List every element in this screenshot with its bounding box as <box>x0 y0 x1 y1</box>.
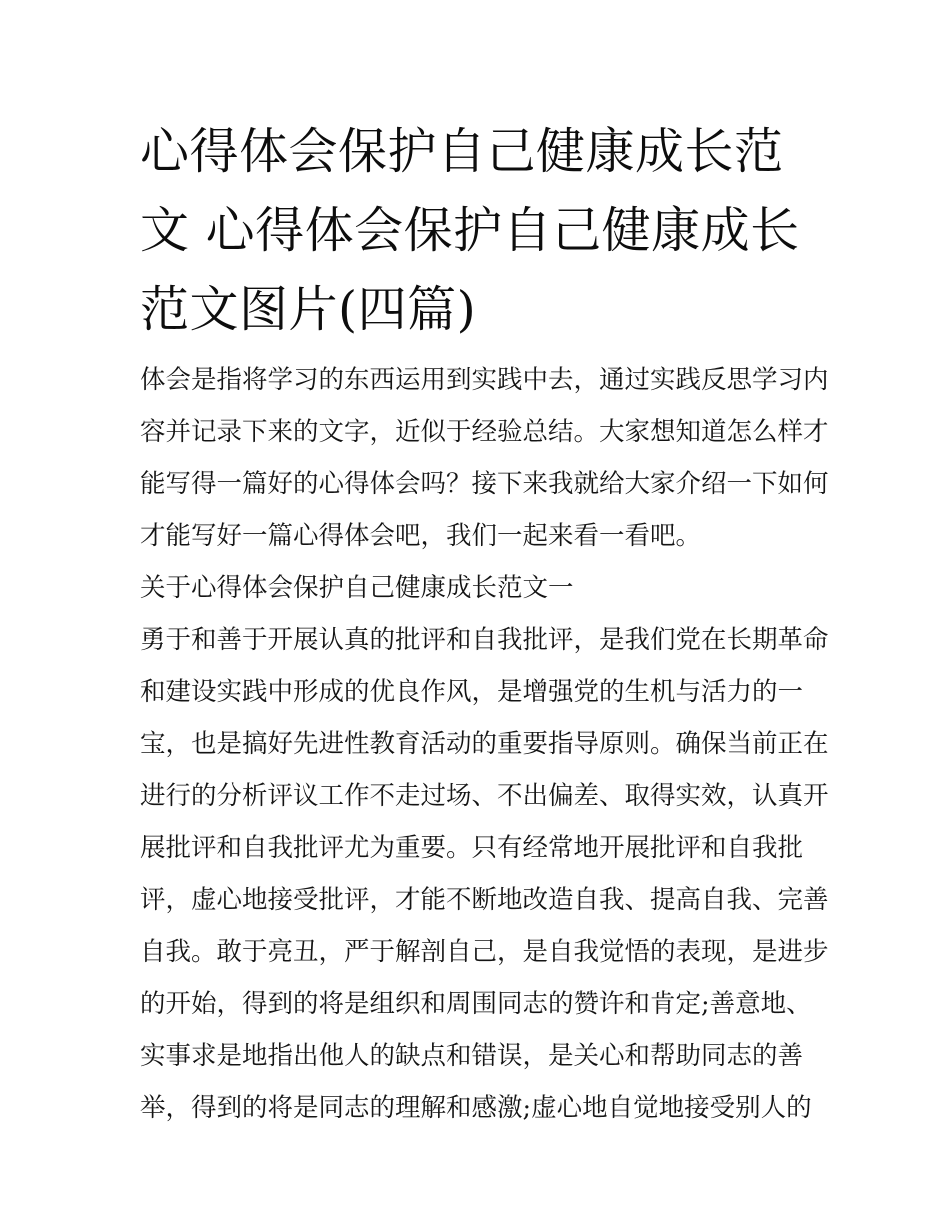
intro-line: 体会是指将学习的东西运用到实践中去，通过实践反思学习内 <box>140 365 829 395</box>
body-line: 实事求是地指出他人的缺点和错误，是关心和帮助同志的善 <box>140 1041 804 1071</box>
title-line: 文 心得体会保护自己健康成长 <box>140 202 800 259</box>
body-line: 评，虚心地接受批评，才能不断地改造自我、提高自我、完善 <box>140 885 829 915</box>
document-title <box>140 112 820 349</box>
document-body <box>140 354 830 1134</box>
body-line: 宝，也是搞好先进性教育活动的重要指导原则。确保当前正在 <box>140 729 829 759</box>
body-line: 自我。敢于亮丑，严于解剖自己，是自我觉悟的表现，是进步 <box>140 937 829 967</box>
intro-line: 能写得一篇好的心得体会吗？接下来我就给大家介绍一下如何 <box>140 469 829 499</box>
title-line: 范文图片(四篇) <box>140 281 477 338</box>
body-line: 展批评和自我批评尤为重要。只有经常地开展批评和自我批 <box>140 833 804 863</box>
intro-line: 容并记录下来的文字，近似于经验总结。大家想知道怎么样才 <box>140 417 829 447</box>
body-line: 进行的分析评议工作不走过场、不出偏差、取得实效，认真开 <box>140 781 829 811</box>
section-heading: 关于心得体会保护自己健康成长范文一 <box>140 573 574 603</box>
intro-line: 才能写好一篇心得体会吧，我们一起来看一看吧。 <box>140 521 702 551</box>
body-line: 勇于和善于开展认真的批评和自我批评，是我们党在长期革命 <box>140 625 829 655</box>
title-line: 心得体会保护自己健康成长范 <box>140 123 784 180</box>
body-line: 举，得到的将是同志的理解和感激;虚心地自觉地接受别人的 <box>140 1093 812 1123</box>
body-line: 和建设实践中形成的优良作风，是增强党的生机与活力的一 <box>140 677 804 707</box>
body-line: 的开始，得到的将是组织和周围同志的赞许和肯定;善意地、 <box>140 989 812 1019</box>
